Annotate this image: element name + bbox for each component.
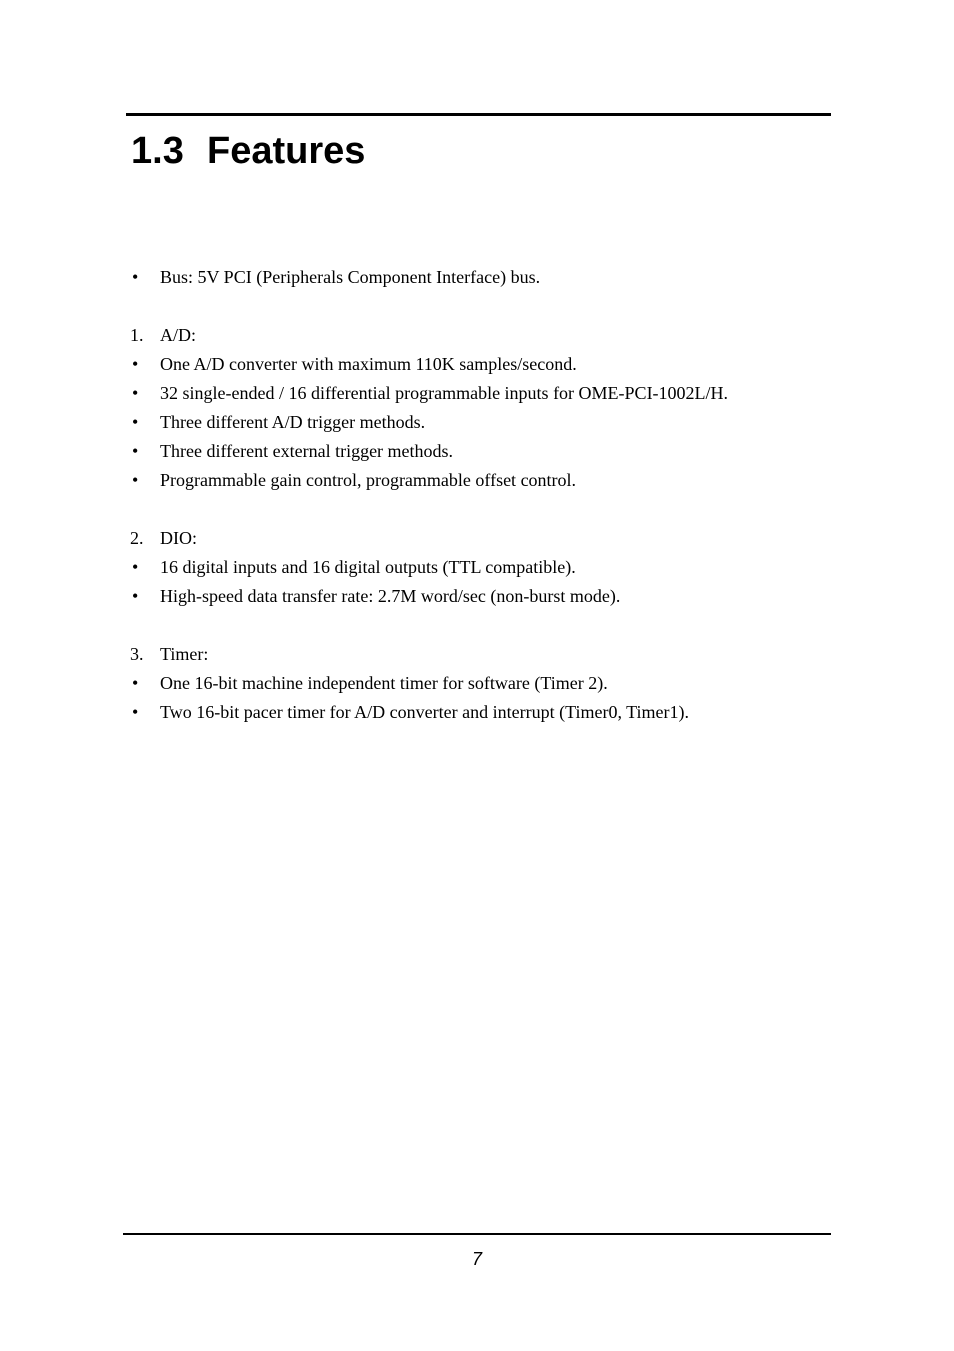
bullet-icon: • bbox=[132, 412, 139, 432]
subsection-number: 1. bbox=[130, 325, 144, 345]
list-item-text: Three different A/D trigger methods. bbox=[160, 412, 426, 432]
list-item-text: Programmable gain control, programmable offset control. bbox=[160, 470, 577, 490]
bullet-icon: • bbox=[132, 267, 139, 287]
subsection-heading-timer bbox=[130, 640, 830, 669]
subsection-title: Timer: bbox=[160, 644, 209, 664]
list-item bbox=[130, 408, 830, 437]
list-item-text: 16 digital inputs and 16 digital outputs (TTL compatible). bbox=[160, 557, 576, 577]
list-item bbox=[130, 669, 830, 698]
bullet-icon: • bbox=[132, 557, 139, 577]
bullet-icon: • bbox=[132, 470, 139, 490]
list-item bbox=[130, 698, 830, 727]
bullet-icon: • bbox=[132, 354, 139, 374]
page-number: 7 bbox=[471, 1249, 482, 1269]
bullet-icon: • bbox=[132, 441, 139, 461]
bullet-icon: • bbox=[132, 702, 139, 722]
list-item bbox=[130, 437, 830, 466]
list-item bbox=[130, 582, 830, 611]
subsection-heading-ad bbox=[130, 321, 830, 350]
subsection-number: 2. bbox=[130, 528, 144, 548]
bullet-icon: • bbox=[132, 586, 139, 606]
bullet-icon: • bbox=[132, 383, 139, 403]
list-item-text: High-speed data transfer rate: 2.7M word/sec (non-burst mode). bbox=[160, 586, 621, 606]
list-item-text: 32 single-ended / 16 differential programmable inputs for OME-PCI-1002L/H. bbox=[160, 383, 729, 403]
list-item bbox=[130, 350, 830, 379]
section-number: 1.3 bbox=[131, 130, 184, 172]
list-item bbox=[130, 379, 830, 408]
section-heading bbox=[131, 126, 365, 176]
subsection-title: DIO: bbox=[160, 528, 197, 548]
list-item-text: Bus: 5V PCI (Peripherals Component Interface) bus. bbox=[160, 267, 541, 287]
bullet-icon: • bbox=[132, 673, 139, 693]
bottom-rule bbox=[123, 1233, 831, 1235]
list-item bbox=[130, 553, 830, 582]
list-item bbox=[130, 466, 830, 495]
list-item-text: One 16-bit machine independent timer for software (Timer 2). bbox=[160, 673, 608, 693]
subsection-number: 3. bbox=[130, 644, 144, 664]
top-rule bbox=[126, 113, 831, 116]
section-title: Features bbox=[207, 130, 366, 172]
features-content bbox=[130, 263, 830, 727]
list-item-text: Two 16-bit pacer timer for A/D converter and interrupt (Timer0, Timer1). bbox=[160, 702, 689, 722]
subsection-title: A/D: bbox=[160, 325, 196, 345]
list-item bbox=[130, 263, 830, 292]
list-item-text: One A/D converter with maximum 110K samples/second. bbox=[160, 354, 577, 374]
list-item-text: Three different external trigger methods. bbox=[160, 441, 454, 461]
subsection-heading-dio bbox=[130, 524, 830, 553]
